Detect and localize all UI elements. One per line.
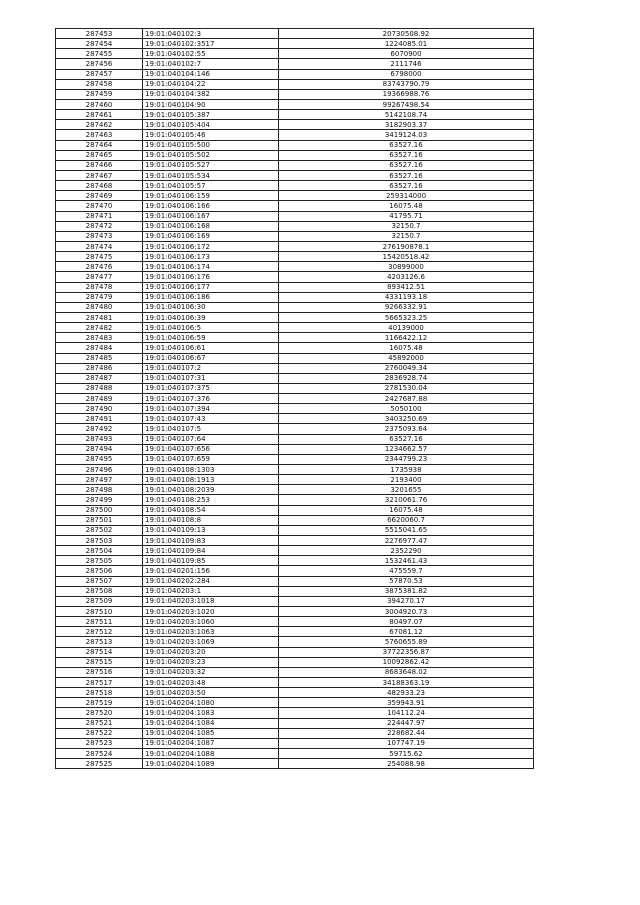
- value-cell: 3875381.82: [279, 586, 534, 596]
- table-row: [56, 434, 534, 444]
- table-row: [56, 556, 534, 566]
- row-number-cell: 287520: [56, 708, 143, 718]
- row-number-cell: 287525: [56, 759, 143, 769]
- value-cell: 2193400: [279, 475, 534, 485]
- table-row: [56, 110, 534, 120]
- row-number-cell: 287504: [56, 546, 143, 556]
- value-cell: 276190878.1: [279, 241, 534, 251]
- table-row: [56, 617, 534, 627]
- cadastral-number-cell: 19:01:040105:46: [143, 130, 279, 140]
- table-row: [56, 231, 534, 241]
- row-number-cell: 287475: [56, 252, 143, 262]
- row-number-cell: 287499: [56, 495, 143, 505]
- value-cell: 224447.97: [279, 718, 534, 728]
- cadastral-number-cell: 19:01:040106:177: [143, 282, 279, 292]
- table-row: [56, 262, 534, 272]
- value-cell: 3182903.37: [279, 120, 534, 130]
- value-cell: 1224085.01: [279, 39, 534, 49]
- cadastral-number-cell: 19:01:040109:83: [143, 536, 279, 546]
- table-row: [56, 201, 534, 211]
- row-number-cell: 287503: [56, 536, 143, 546]
- value-cell: 16075.48: [279, 505, 534, 515]
- cadastral-number-cell: 19:01:040105:527: [143, 160, 279, 170]
- row-number-cell: 287513: [56, 637, 143, 647]
- table-row: [56, 150, 534, 160]
- cadastral-number-cell: 19:01:040106:186: [143, 292, 279, 302]
- table-row: [56, 404, 534, 414]
- row-number-cell: 287496: [56, 465, 143, 475]
- value-cell: 57870.53: [279, 576, 534, 586]
- cadastral-number-cell: 19:01:040204:1087: [143, 738, 279, 748]
- table-row: [56, 586, 534, 596]
- value-cell: 19366988.76: [279, 89, 534, 99]
- table-row: [56, 688, 534, 698]
- value-cell: 107747.19: [279, 738, 534, 748]
- cadastral-number-cell: 19:01:040106:159: [143, 191, 279, 201]
- value-cell: 1735938: [279, 465, 534, 475]
- row-number-cell: 287468: [56, 181, 143, 191]
- value-cell: 99267498.54: [279, 99, 534, 109]
- row-number-cell: 287524: [56, 748, 143, 758]
- table-row: [56, 363, 534, 373]
- data-table: [55, 28, 534, 769]
- table-row: [56, 627, 534, 637]
- value-cell: 3419124.03: [279, 130, 534, 140]
- table-row: [56, 738, 534, 748]
- row-number-cell: 287464: [56, 140, 143, 150]
- table-row: [56, 181, 534, 191]
- value-cell: 32150.7: [279, 221, 534, 231]
- value-cell: 63527.16: [279, 434, 534, 444]
- table-row: [56, 312, 534, 322]
- value-cell: 3210061.76: [279, 495, 534, 505]
- value-cell: 20730508.92: [279, 29, 534, 39]
- cadastral-number-cell: 19:01:040203:1: [143, 586, 279, 596]
- table-row: [56, 69, 534, 79]
- cadastral-number-cell: 19:01:040201:156: [143, 566, 279, 576]
- row-number-cell: 287485: [56, 353, 143, 363]
- row-number-cell: 287486: [56, 363, 143, 373]
- value-cell: 228682.44: [279, 728, 534, 738]
- table-row: [56, 637, 534, 647]
- table-row: [56, 333, 534, 343]
- table-row: [56, 576, 534, 586]
- cadastral-number-cell: 19:01:040108:1303: [143, 465, 279, 475]
- value-cell: 34188363.19: [279, 678, 534, 688]
- table-row: [56, 708, 534, 718]
- table-row: [56, 698, 534, 708]
- cadastral-number-cell: 19:01:040106:169: [143, 231, 279, 241]
- table-row: [56, 748, 534, 758]
- cadastral-number-cell: 19:01:040108:253: [143, 495, 279, 505]
- table-row: [56, 130, 534, 140]
- table-row: [56, 718, 534, 728]
- cadastral-number-cell: 19:01:040108:2039: [143, 485, 279, 495]
- value-cell: 63527.16: [279, 170, 534, 180]
- row-number-cell: 287491: [56, 414, 143, 424]
- cadastral-number-cell: 19:01:040106:166: [143, 201, 279, 211]
- value-cell: 3004920.73: [279, 607, 534, 617]
- cadastral-number-cell: 19:01:040107:659: [143, 454, 279, 464]
- table-row: [56, 343, 534, 353]
- cadastral-number-cell: 19:01:040203:23: [143, 657, 279, 667]
- table-row: [56, 323, 534, 333]
- table-row: [56, 221, 534, 231]
- table-row: [56, 475, 534, 485]
- value-cell: 6798000: [279, 69, 534, 79]
- value-cell: 1166422.12: [279, 333, 534, 343]
- cadastral-number-cell: 19:01:040204:1085: [143, 728, 279, 738]
- table-row: [56, 120, 534, 130]
- value-cell: 2111746: [279, 59, 534, 69]
- row-number-cell: 287518: [56, 688, 143, 698]
- value-cell: 4203126.6: [279, 272, 534, 282]
- cadastral-number-cell: 19:01:040105:404: [143, 120, 279, 130]
- cadastral-number-cell: 19:01:040204:1088: [143, 748, 279, 758]
- table-row: [56, 444, 534, 454]
- value-cell: 59715.62: [279, 748, 534, 758]
- table-row: [56, 191, 534, 201]
- value-cell: 104112.24: [279, 708, 534, 718]
- cadastral-number-cell: 19:01:040106:39: [143, 312, 279, 322]
- cadastral-number-cell: 19:01:040203:1020: [143, 607, 279, 617]
- value-cell: 10092862.42: [279, 657, 534, 667]
- table-row: [56, 759, 534, 769]
- value-cell: 5760655.89: [279, 637, 534, 647]
- table-row: [56, 272, 534, 282]
- row-number-cell: 287477: [56, 272, 143, 282]
- value-cell: 45892000: [279, 353, 534, 363]
- row-number-cell: 287519: [56, 698, 143, 708]
- cadastral-number-cell: 19:01:040106:168: [143, 221, 279, 231]
- table-row: [56, 525, 534, 535]
- value-cell: 9266332.91: [279, 302, 534, 312]
- value-cell: 2276977.47: [279, 536, 534, 546]
- value-cell: 30899000: [279, 262, 534, 272]
- cadastral-number-cell: 19:01:040107:656: [143, 444, 279, 454]
- cadastral-number-cell: 19:01:040108:8: [143, 515, 279, 525]
- table-row: [56, 99, 534, 109]
- table-row: [56, 160, 534, 170]
- cadastral-number-cell: 19:01:040203:1069: [143, 637, 279, 647]
- table-row: [56, 424, 534, 434]
- table-row: [56, 140, 534, 150]
- value-cell: 16075.48: [279, 201, 534, 211]
- value-cell: 2781530.04: [279, 383, 534, 393]
- cadastral-number-cell: 19:01:040107:375: [143, 383, 279, 393]
- value-cell: 6620060.7: [279, 515, 534, 525]
- table-row: [56, 667, 534, 677]
- row-number-cell: 287515: [56, 657, 143, 667]
- cadastral-number-cell: 19:01:040204:1089: [143, 759, 279, 769]
- table-row: [56, 515, 534, 525]
- row-number-cell: 287493: [56, 434, 143, 444]
- cadastral-number-cell: 19:01:040105:57: [143, 181, 279, 191]
- table-row: [56, 414, 534, 424]
- row-number-cell: 287471: [56, 211, 143, 221]
- cadastral-number-cell: 19:01:040105:500: [143, 140, 279, 150]
- value-cell: 63527.16: [279, 181, 534, 191]
- row-number-cell: 287465: [56, 150, 143, 160]
- cadastral-number-cell: 19:01:040102:3: [143, 29, 279, 39]
- cadastral-number-cell: 19:01:040102:7: [143, 59, 279, 69]
- row-number-cell: 287481: [56, 312, 143, 322]
- row-number-cell: 287521: [56, 718, 143, 728]
- row-number-cell: 287467: [56, 170, 143, 180]
- row-number-cell: 287479: [56, 292, 143, 302]
- cadastral-number-cell: 19:01:040106:167: [143, 211, 279, 221]
- row-number-cell: 287510: [56, 607, 143, 617]
- value-cell: 63527.16: [279, 140, 534, 150]
- cadastral-number-cell: 19:01:040106:30: [143, 302, 279, 312]
- cadastral-number-cell: 19:01:040105:502: [143, 150, 279, 160]
- value-cell: 4331193.18: [279, 292, 534, 302]
- row-number-cell: 287511: [56, 617, 143, 627]
- value-cell: 16075.48: [279, 343, 534, 353]
- value-cell: 8683648.02: [279, 667, 534, 677]
- cadastral-number-cell: 19:01:040203:48: [143, 678, 279, 688]
- row-number-cell: 287507: [56, 576, 143, 586]
- value-cell: 32150.7: [279, 231, 534, 241]
- row-number-cell: 287474: [56, 241, 143, 251]
- cadastral-number-cell: 19:01:040107:31: [143, 373, 279, 383]
- row-number-cell: 287476: [56, 262, 143, 272]
- row-number-cell: 287509: [56, 596, 143, 606]
- row-number-cell: 287466: [56, 160, 143, 170]
- cadastral-number-cell: 19:01:040107:394: [143, 404, 279, 414]
- row-number-cell: 287487: [56, 373, 143, 383]
- cadastral-number-cell: 19:01:040203:1063: [143, 627, 279, 637]
- value-cell: 2375093.64: [279, 424, 534, 434]
- row-number-cell: 287460: [56, 99, 143, 109]
- row-number-cell: 287463: [56, 130, 143, 140]
- value-cell: 359943.91: [279, 698, 534, 708]
- row-number-cell: 287492: [56, 424, 143, 434]
- table-row: [56, 282, 534, 292]
- row-number-cell: 287506: [56, 566, 143, 576]
- table-row: [56, 211, 534, 221]
- table-row: [56, 607, 534, 617]
- table-row: [56, 59, 534, 69]
- cadastral-number-cell: 19:01:040203:1018: [143, 596, 279, 606]
- value-cell: 80497.07: [279, 617, 534, 627]
- cadastral-number-cell: 19:01:040104:382: [143, 89, 279, 99]
- table-row: [56, 302, 534, 312]
- table-row: [56, 546, 534, 556]
- value-cell: 2836928.74: [279, 373, 534, 383]
- row-number-cell: 287484: [56, 343, 143, 353]
- row-number-cell: 287462: [56, 120, 143, 130]
- value-cell: 3201655: [279, 485, 534, 495]
- row-number-cell: 287500: [56, 505, 143, 515]
- row-number-cell: 287514: [56, 647, 143, 657]
- cadastral-number-cell: 19:01:040105:387: [143, 110, 279, 120]
- row-number-cell: 287469: [56, 191, 143, 201]
- row-number-cell: 287480: [56, 302, 143, 312]
- table-row: [56, 373, 534, 383]
- row-number-cell: 287522: [56, 728, 143, 738]
- row-number-cell: 287516: [56, 667, 143, 677]
- value-cell: 63527.16: [279, 150, 534, 160]
- cadastral-number-cell: 19:01:040104:146: [143, 69, 279, 79]
- row-number-cell: 287456: [56, 59, 143, 69]
- value-cell: 3403250.69: [279, 414, 534, 424]
- row-number-cell: 287461: [56, 110, 143, 120]
- cadastral-number-cell: 19:01:040204:1084: [143, 718, 279, 728]
- value-cell: 63527.16: [279, 160, 534, 170]
- table-row: [56, 566, 534, 576]
- table-row: [56, 536, 534, 546]
- table-row: [56, 505, 534, 515]
- table-row: [56, 657, 534, 667]
- table-row: [56, 678, 534, 688]
- row-number-cell: 287453: [56, 29, 143, 39]
- value-cell: 6070900: [279, 49, 534, 59]
- table-row: [56, 241, 534, 251]
- row-number-cell: 287523: [56, 738, 143, 748]
- row-number-cell: 287455: [56, 49, 143, 59]
- table-row: [56, 170, 534, 180]
- cadastral-number-cell: 19:01:040106:5: [143, 323, 279, 333]
- table-row: [56, 454, 534, 464]
- table-row: [56, 383, 534, 393]
- value-cell: 893412.51: [279, 282, 534, 292]
- cadastral-number-cell: 19:01:040203:1060: [143, 617, 279, 627]
- value-cell: 2427687.88: [279, 394, 534, 404]
- row-number-cell: 287478: [56, 282, 143, 292]
- table-row: [56, 292, 534, 302]
- table-row: [56, 728, 534, 738]
- row-number-cell: 287494: [56, 444, 143, 454]
- value-cell: 41795.71: [279, 211, 534, 221]
- table-row: [56, 495, 534, 505]
- value-cell: 482933.23: [279, 688, 534, 698]
- cadastral-number-cell: 19:01:040104:22: [143, 79, 279, 89]
- row-number-cell: 287497: [56, 475, 143, 485]
- table-row: [56, 39, 534, 49]
- row-number-cell: 287473: [56, 231, 143, 241]
- cadastral-number-cell: 19:01:040107:43: [143, 414, 279, 424]
- value-cell: 475559.7: [279, 566, 534, 576]
- value-cell: 259314000: [279, 191, 534, 201]
- cadastral-number-cell: 19:01:040106:176: [143, 272, 279, 282]
- row-number-cell: 287517: [56, 678, 143, 688]
- cadastral-number-cell: 19:01:040106:67: [143, 353, 279, 363]
- cadastral-number-cell: 19:01:040104:90: [143, 99, 279, 109]
- value-cell: 5142108.74: [279, 110, 534, 120]
- cadastral-number-cell: 19:01:040108:1913: [143, 475, 279, 485]
- table-row: [56, 252, 534, 262]
- cadastral-number-cell: 19:01:040106:59: [143, 333, 279, 343]
- cadastral-number-cell: 19:01:040106:173: [143, 252, 279, 262]
- value-cell: 15420518.42: [279, 252, 534, 262]
- value-cell: 5050100: [279, 404, 534, 414]
- cadastral-number-cell: 19:01:040107:2: [143, 363, 279, 373]
- value-cell: 5515041.65: [279, 525, 534, 535]
- row-number-cell: 287470: [56, 201, 143, 211]
- cadastral-number-cell: 19:01:040109:85: [143, 556, 279, 566]
- cadastral-number-cell: 19:01:040107:376: [143, 394, 279, 404]
- cadastral-number-cell: 19:01:040106:172: [143, 241, 279, 251]
- table-row: [56, 89, 534, 99]
- value-cell: 83743790.79: [279, 79, 534, 89]
- cadastral-number-cell: 19:01:040203:20: [143, 647, 279, 657]
- cadastral-number-cell: 19:01:040203:32: [143, 667, 279, 677]
- cadastral-number-cell: 19:01:040203:50: [143, 688, 279, 698]
- table-row: [56, 49, 534, 59]
- cadastral-number-cell: 19:01:040106:61: [143, 343, 279, 353]
- value-cell: 37722356.87: [279, 647, 534, 657]
- value-cell: 1532461.43: [279, 556, 534, 566]
- cadastral-number-cell: 19:01:040108:54: [143, 505, 279, 515]
- cadastral-number-cell: 19:01:040202:284: [143, 576, 279, 586]
- value-cell: 2344799.23: [279, 454, 534, 464]
- table-body: [56, 29, 534, 769]
- row-number-cell: 287501: [56, 515, 143, 525]
- row-number-cell: 287498: [56, 485, 143, 495]
- row-number-cell: 287508: [56, 586, 143, 596]
- row-number-cell: 287454: [56, 39, 143, 49]
- value-cell: 2760049.34: [279, 363, 534, 373]
- table-row: [56, 647, 534, 657]
- row-number-cell: 287482: [56, 323, 143, 333]
- cadastral-number-cell: 19:01:040204:1080: [143, 698, 279, 708]
- row-number-cell: 287502: [56, 525, 143, 535]
- value-cell: 67081.12: [279, 627, 534, 637]
- cadastral-number-cell: 19:01:040109:13: [143, 525, 279, 535]
- value-cell: 40139000: [279, 323, 534, 333]
- cadastral-number-cell: 19:01:040102:55: [143, 49, 279, 59]
- table-row: [56, 465, 534, 475]
- table-row: [56, 596, 534, 606]
- cadastral-number-cell: 19:01:040107:64: [143, 434, 279, 444]
- table-row: [56, 353, 534, 363]
- row-number-cell: 287495: [56, 454, 143, 464]
- cadastral-number-cell: 19:01:040105:534: [143, 170, 279, 180]
- table-row: [56, 29, 534, 39]
- value-cell: 1234662.57: [279, 444, 534, 454]
- table-row: [56, 79, 534, 89]
- table-row: [56, 485, 534, 495]
- row-number-cell: 287512: [56, 627, 143, 637]
- cadastral-number-cell: 19:01:040107:5: [143, 424, 279, 434]
- row-number-cell: 287457: [56, 69, 143, 79]
- row-number-cell: 287483: [56, 333, 143, 343]
- value-cell: 5665323.25: [279, 312, 534, 322]
- value-cell: 394270.17: [279, 596, 534, 606]
- row-number-cell: 287489: [56, 394, 143, 404]
- cadastral-number-cell: 19:01:040204:1083: [143, 708, 279, 718]
- cadastral-number-cell: 19:01:040109:84: [143, 546, 279, 556]
- table-row: [56, 394, 534, 404]
- cadastral-number-cell: 19:01:040106:174: [143, 262, 279, 272]
- value-cell: 254088.98: [279, 759, 534, 769]
- row-number-cell: 287488: [56, 383, 143, 393]
- row-number-cell: 287472: [56, 221, 143, 231]
- row-number-cell: 287505: [56, 556, 143, 566]
- row-number-cell: 287458: [56, 79, 143, 89]
- value-cell: 2352290: [279, 546, 534, 556]
- cadastral-number-cell: 19:01:040102:3517: [143, 39, 279, 49]
- row-number-cell: 287490: [56, 404, 143, 414]
- row-number-cell: 287459: [56, 89, 143, 99]
